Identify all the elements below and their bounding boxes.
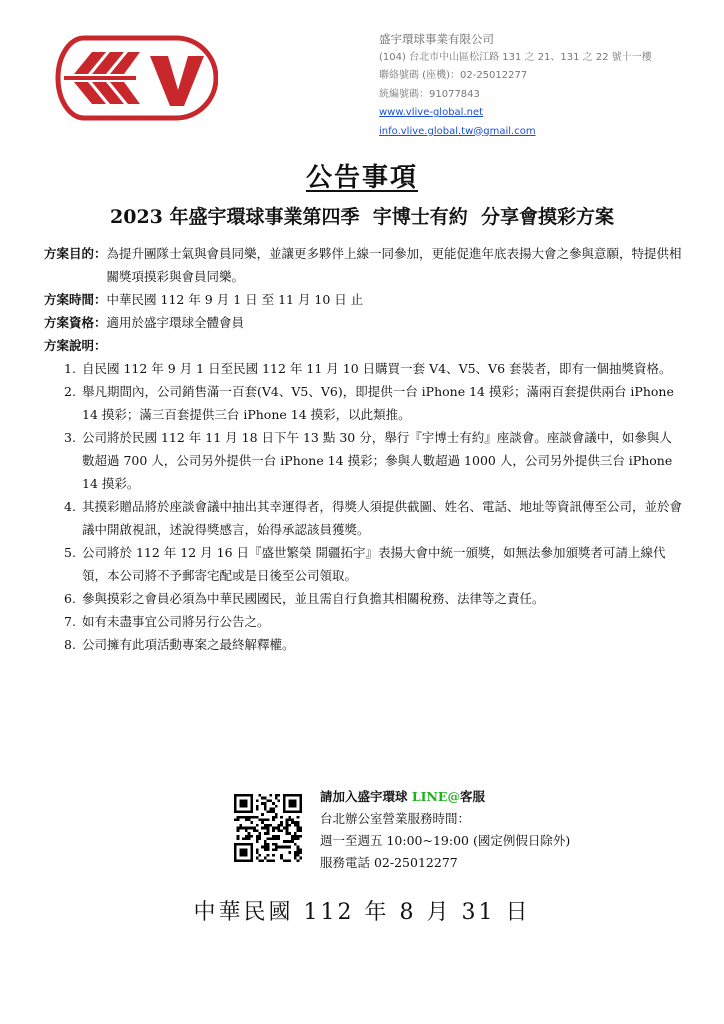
eligibility-row <box>44 311 684 334</box>
eligibility-text: 適用於盛宇環球全體會員 <box>106 315 245 330</box>
announcement-body <box>44 242 684 656</box>
list-item: 5. 公司將於 112 年 12 月 16 日『盛世繁榮 開疆拓宇』表揚大會中統一頒獎，如無法參加頒獎者可請上線代領，本公司將不予郵寄宅配或是日後至公司領取。 <box>64 545 666 583</box>
description-list <box>44 357 684 656</box>
company-phone: 聯絡號碼 (座機)：02-25012277 <box>379 70 528 81</box>
list-item: 1. 自民國 112 年 9 月 1 日至民國 112 年 11 月 10 日購買一套 V4、V5、V6 套裝者，即有一個抽獎資格。 <box>64 361 672 376</box>
company-logo <box>54 34 218 122</box>
list-item: 7. 如有未盡事宜公司將另行公告之。 <box>64 614 270 629</box>
description-label: 方案說明： <box>44 338 107 353</box>
description-row <box>44 334 684 357</box>
page-title-wrap <box>0 157 724 194</box>
period-label: 方案時間： <box>44 292 107 307</box>
list-item: 3. 公司將於民國 112 年 11 月 18 日下午 13 點 30 分，舉行『宇博士有約』座談會。座談會議中，如參與人數超過 700 人，公司另外提供一台 iPhone 14 摸彩；參與人數超過 1000 人，公司另外提供三台 iPhone 14 摸彩。 <box>64 430 673 491</box>
announcement-date: 中華民國 112 年 8 月 31 日 <box>193 900 531 925</box>
eligibility-label: 方案資格： <box>44 315 107 330</box>
purpose-label: 方案目的： <box>44 246 107 261</box>
qr-code-icon[interactable] <box>234 794 302 862</box>
company-address: (104) 台北市中山區松江路 131 之 21、131 之 22 號十一樓 <box>379 51 652 63</box>
list-item: 6. 參與摸彩之會員必須為中華民國國民，並且需自行負擔其相關稅務、法律等之責任。 <box>64 591 545 606</box>
contact-block <box>320 786 570 874</box>
company-tax-id: 統編號碼：91077843 <box>379 88 480 100</box>
line-brand[interactable]: LINE@ <box>411 789 460 804</box>
purpose-text: 為提升團隊士氣與會員同樂，並讓更多夥伴上線一同參加，更能促進年底表揚大會之參與意願，特提供相關獎項摸彩與會員同樂。 <box>106 246 682 284</box>
page-title: 公告事項 <box>305 163 418 193</box>
list-item: 4. 其摸彩贈品將於座談會議中抽出其幸運得者，得獎人須提供截圖、姓名、電話、地址等資訊傳至公司，並於會議中開啟視訊，述說得獎感言，始得承認該員獲獎。 <box>64 499 683 537</box>
purpose-row <box>44 242 684 288</box>
list-item: 2. 舉凡期間內，公司銷售滿一百套(V4、V5、V6)，即提供一台 iPhone 14 摸彩；滿兩百套提供兩台 iPhone 14 摸彩；滿三百套提供三台 iPhone 14 摸彩，以此類推。 <box>64 384 674 422</box>
list-item: 8. 公司擁有此項活動專案之最終解釋權。 <box>64 637 295 652</box>
line-contact-line: 請加入盛宇環球 LINE@客服 <box>320 789 485 804</box>
office-hours-label: 台北辦公室營業服務時間： <box>320 811 471 826</box>
office-hours: 週一至週五 10:00~19:00 (國定例假日除外) <box>320 833 571 848</box>
email-link[interactable]: info.vlive.global.tw@gmail.com <box>379 125 536 137</box>
period-row <box>44 288 684 311</box>
contact-phone: 服務電話 02-25012277 <box>320 855 458 870</box>
period-text: 中華民國 112 年 9 月 1 日 至 11 月 10 日 止 <box>106 292 364 307</box>
company-name: 盛宇環球事業有限公司 <box>379 32 494 46</box>
company-header <box>379 30 719 141</box>
page-subtitle: 2023 年盛宇環球事業第四季 宇博士有約 分享會摸彩方案 <box>110 206 614 228</box>
website-link[interactable]: www.vlive-global.net <box>379 107 484 118</box>
